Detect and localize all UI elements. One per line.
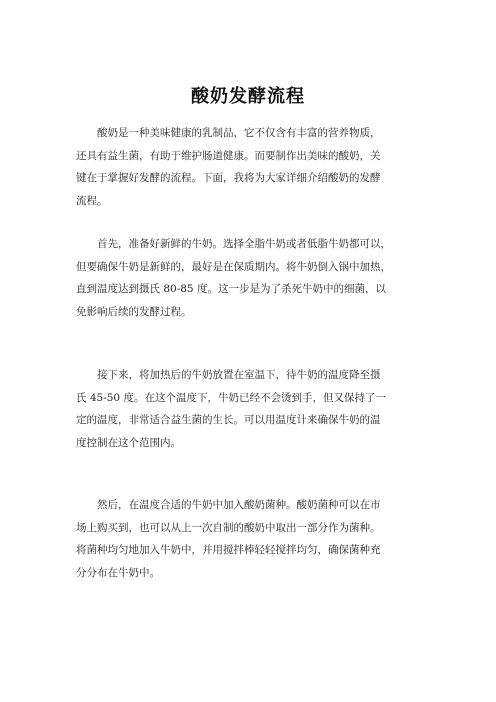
paragraph-line: 接下来，将加热后的牛奶放置在室温下，待牛奶的温度降至摄 (97, 369, 381, 381)
paragraph-line: 直到温度达到摄氏 80-85 度。这一步是为了杀死牛奶中的细菌，以 (76, 283, 386, 295)
page-title: 酸奶发酵流程 (191, 86, 305, 107)
paragraph-intro (76, 122, 436, 212)
paragraph-line: 但要确保牛奶是新鲜的，最好是在保质期内。将牛奶倒入锅中加热， (76, 260, 391, 273)
paragraph-line: 键在于掌握好发酵的流程。下面，我将为大家详细介绍酸奶的发酵 (76, 172, 381, 184)
paragraph-line: 场上购买到，也可以从上一次自制的酸奶中取出一部分作为菌种。 (76, 521, 381, 534)
paragraph-line: 酸奶是一种美味健康的乳制品，它不仅含有丰富的营养物质， (97, 127, 381, 139)
paragraph-line: 定的温度，非常适合益生菌的生长。可以用温度计来确保牛奶的温 (76, 414, 381, 426)
paragraph-line: 首先，准备好新鲜的牛奶。选择全脂牛奶或者低脂牛奶都可以， (97, 238, 391, 250)
paragraph-line: 然后，在温度合适的牛奶中加入酸奶菌种。酸奶菌种可以在市 (97, 499, 381, 511)
paragraph-line: 将菌种均匀地加入牛奶中，并用搅拌棒轻轻搅拌均匀，确保菌种充 (76, 544, 381, 556)
paragraph-line: 流程。 (76, 194, 108, 207)
paragraph-line: 分分布在牛奶中。 (76, 566, 160, 579)
paragraph-step-milk (76, 233, 436, 323)
paragraph-line: 免影响后续的发酵过程。 (76, 305, 192, 318)
paragraph-line: 度控制在这个范围内。 (76, 436, 181, 449)
paragraph-step-culture (76, 494, 436, 584)
paragraph-line: 还具有益生菌，有助于维护肠道健康。而要制作出美味的酸奶，关 (76, 149, 381, 162)
paragraph-line: 氏 45-50 度。在这个温度下，牛奶已经不会烫到手，但又保持了一 (76, 391, 386, 404)
paragraph-step-cool (76, 364, 436, 454)
